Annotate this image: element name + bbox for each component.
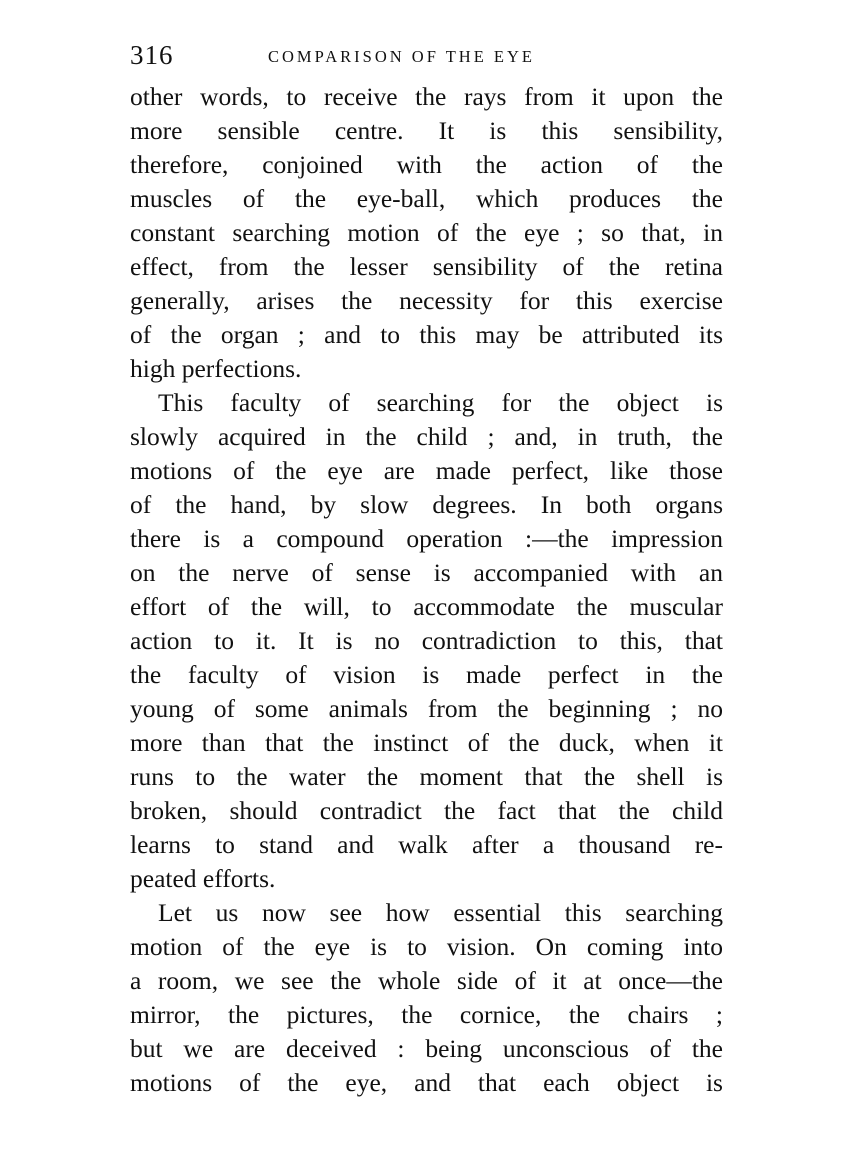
body-text	[130, 80, 723, 1100]
text-line: constant searching motion of the eye ; so that, in	[130, 218, 723, 247]
page-number: 316	[130, 40, 174, 70]
text-line: This faculty of searching for the object is	[158, 388, 723, 417]
text-line: effort of the will, to accommodate the muscular	[130, 592, 723, 621]
page-header	[130, 40, 725, 76]
text-line: more sensible centre. It is this sensibility,	[130, 116, 723, 145]
text-line: effect, from the lesser sensibility of the retina	[130, 252, 723, 281]
text-line: young of some animals from the beginning ; no	[130, 694, 723, 723]
paragraph-2	[130, 386, 723, 896]
running-head: COMPARISON OF THE EYE	[268, 47, 535, 66]
text-line: therefore, conjoined with the action of the	[130, 150, 723, 179]
text-line: learns to stand and walk after a thousand re-	[130, 830, 723, 859]
text-line: of the organ ; and to this may be attributed its	[130, 320, 723, 349]
text-line: of the hand, by slow degrees. In both organs	[130, 490, 723, 519]
text-line: Let us now see how essential this searching	[158, 898, 723, 927]
text-line: mirror, the pictures, the cornice, the chairs ;	[130, 1000, 723, 1029]
text-line: but we are deceived : being unconscious of the	[130, 1034, 723, 1063]
text-line: peated efforts.	[130, 864, 276, 893]
text-line: a room, we see the whole side of it at once—the	[130, 966, 723, 995]
text-line: motions of the eye, and that each object is	[130, 1068, 723, 1097]
text-line: the faculty of vision is made perfect in the	[130, 660, 723, 689]
text-line: more than that the instinct of the duck, when it	[130, 728, 723, 757]
paragraph-3	[130, 896, 723, 1100]
text-line: generally, arises the necessity for this exercise	[130, 286, 723, 315]
text-line: broken, should contradict the fact that the child	[130, 796, 723, 825]
text-line: high perfections.	[130, 354, 302, 383]
text-line: muscles of the eye-ball, which produces the	[130, 184, 723, 213]
text-line: there is a compound operation :—the impression	[130, 524, 723, 553]
text-line: other words, to receive the rays from it upon the	[130, 82, 723, 111]
text-line: runs to the water the moment that the shell is	[130, 762, 723, 791]
text-line: slowly acquired in the child ; and, in truth, the	[130, 422, 723, 451]
text-line: action to it. It is no contradiction to this, that	[130, 626, 723, 655]
text-line: on the nerve of sense is accompanied with an	[130, 558, 723, 587]
text-line: motion of the eye is to vision. On coming into	[130, 932, 723, 961]
text-line: motions of the eye are made perfect, like those	[130, 456, 723, 485]
paragraph-1	[130, 80, 723, 386]
